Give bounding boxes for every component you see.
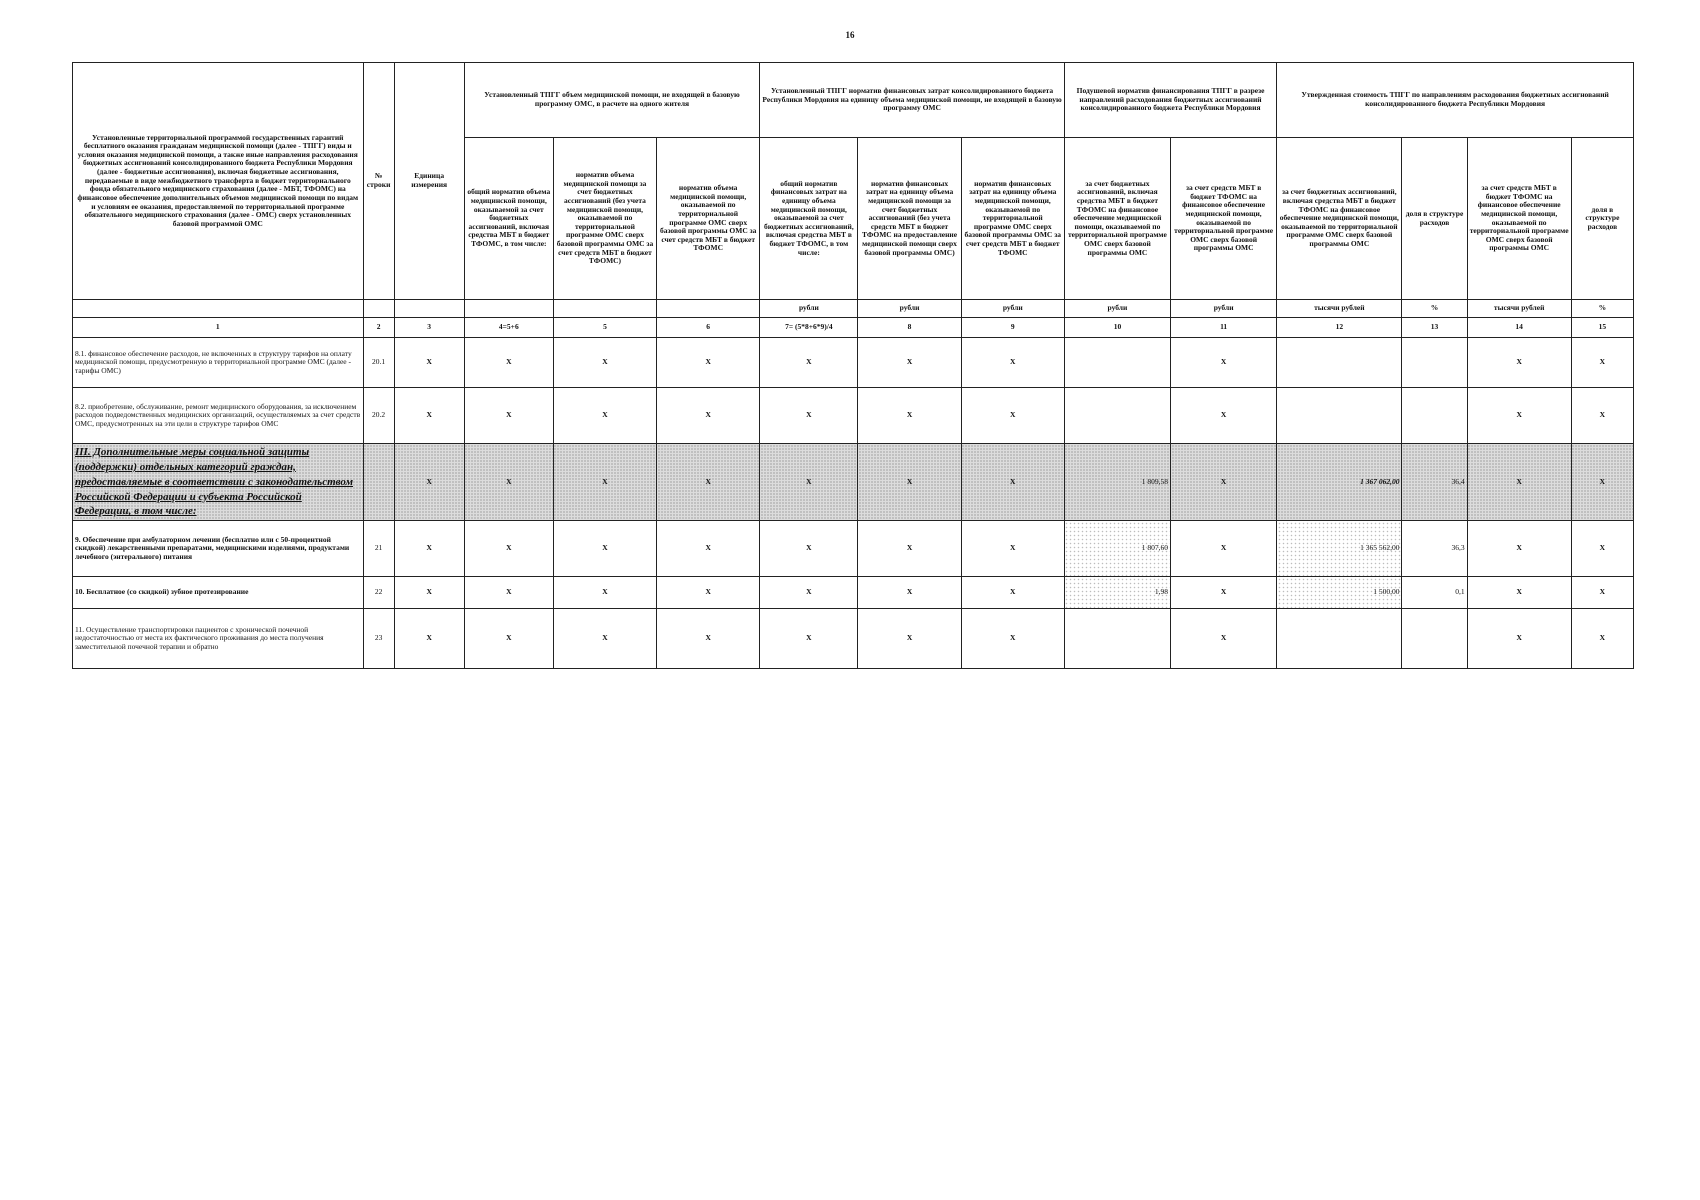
table-row: [73, 338, 1634, 388]
cell-c13: [1402, 609, 1467, 669]
unit-c15: %: [1571, 300, 1633, 318]
cell-c12: 1 367 062,00: [1277, 444, 1402, 521]
header-c7: общий норматив финансовых затрат на единицу объема медицинской помощи, оказываемой за счет бюджетных ассигнований, включая средства МБТ в бюджет ТФОМС, в том числе:: [760, 138, 858, 300]
colnum-10: 10: [1064, 318, 1170, 338]
row-number: 23: [363, 609, 394, 669]
cell-c8: X: [858, 388, 961, 444]
cell-c10: [1064, 609, 1170, 669]
cell-c12: [1277, 388, 1402, 444]
cell-c12: [1277, 338, 1402, 388]
cell-c14: X: [1467, 609, 1571, 669]
row-label-section: III. Дополнительные меры социальной защиты (поддержки) отдельных категорий граждан, предоставляемые в соответствии с законодательством Российской Федерации и субъекта Российской Федерации, в том числе:: [73, 444, 364, 521]
colnum-3: 3: [394, 318, 464, 338]
header-c10: за счет бюджетных ассигнований, включая средства МБТ в бюджет ТФОМС на финансовое обеспечение медицинской помощи, оказываемой по территориальной программе ОМС сверх базовой программы ОМС: [1064, 138, 1170, 300]
cell-c11: X: [1171, 521, 1277, 577]
cell-c13: [1402, 338, 1467, 388]
unit-c1: [73, 300, 364, 318]
header-c4: общий норматив объема медицинской помощи, оказываемой за счет бюджетных ассигнований, включая средства МБТ в бюджет ТФОМС, в том числе:: [464, 138, 553, 300]
row-number: [363, 444, 394, 521]
colnum-9: 9: [961, 318, 1064, 338]
cell-c3: X: [394, 521, 464, 577]
cell-c9: X: [961, 444, 1064, 521]
colnum-6: 6: [657, 318, 760, 338]
row-number: 20.1: [363, 338, 394, 388]
cell-c8: X: [858, 577, 961, 609]
cell-c14: X: [1467, 521, 1571, 577]
unit-c10: рубли: [1064, 300, 1170, 318]
unit-c6: [657, 300, 760, 318]
header-col1: Установленные территориальной программой государственных гарантий бесплатного оказания гражданам медицинской помощи (далее - ТПГГ) виды и условия оказания медицинской помощи, а также иные направления расходования бюджетных ассигнований консолидированного бюджета Республики Мордовия (далее - бюджетные ассигнования), включая бюджетные ассигнования, передаваемые в виде межбюджетного трансферта в бюджет территориального фонда обязательного медицинского страхования (далее - МБТ, ТФОМС) на финансовое обеспечение дополнительных объемов медицинской помощи по видам и условиям ее оказания, предоставляемой по территориальной программе обязательного медицинского страхования (далее - ОМС) сверх установленных базовой программой ОМС: [73, 63, 364, 300]
units-row: [73, 300, 1634, 318]
header-c15: доля в структуре расходов: [1571, 138, 1633, 300]
header-c11: за счет средств МБТ в бюджет ТФОМС на финансовое обеспечение медицинской помощи, оказываемой по территориальной программе ОМС сверх базовой программы ОМС: [1171, 138, 1277, 300]
row-number: 20.2: [363, 388, 394, 444]
header-c5: норматив объема медицинской помощи за счет бюджетных ассигнований (без учета медицинской помощи, оказываемой по территориальной программе ОМС сверх базовой программы ОМС за счет средств МБТ в бюджет ТФОМС): [553, 138, 656, 300]
header-c6: норматив объема медицинской помощи, оказываемой по территориальной программе ОМС сверх базовой программы ОМС за счет средств МБТ в бюджет ТФОМС: [657, 138, 760, 300]
cell-c9: X: [961, 577, 1064, 609]
unit-c4: [464, 300, 553, 318]
cell-c6: X: [657, 521, 760, 577]
colnum-12: 12: [1277, 318, 1402, 338]
cell-c9: X: [961, 609, 1064, 669]
cell-c15: X: [1571, 338, 1633, 388]
cell-c14: X: [1467, 444, 1571, 521]
cell-c13: 0,1: [1402, 577, 1467, 609]
cell-c6: X: [657, 338, 760, 388]
cell-c13: [1402, 388, 1467, 444]
cell-c15: X: [1571, 444, 1633, 521]
cell-c6: X: [657, 388, 760, 444]
cell-c7: X: [760, 577, 858, 609]
unit-c13: %: [1402, 300, 1467, 318]
cell-c5: X: [553, 338, 656, 388]
cell-c8: X: [858, 609, 961, 669]
unit-c3: [394, 300, 464, 318]
cell-c4: X: [464, 577, 553, 609]
cell-c3: X: [394, 577, 464, 609]
header-row-groups: [73, 63, 1634, 138]
cell-c9: X: [961, 388, 1064, 444]
cell-c13: 36,4: [1402, 444, 1467, 521]
unit-c9: рубли: [961, 300, 1064, 318]
header-c12: за счет бюджетных ассигнований, включая средства МБТ в бюджет ТФОМС на финансовое обеспечение медицинской помощи, оказываемой по территориальной программе ОМС сверх базовой программы ОМС: [1277, 138, 1402, 300]
tpgg-table: [72, 62, 1634, 669]
cell-c8: X: [858, 444, 961, 521]
header-group-volume: Установленный ТПГГ объем медицинской помощи, не входящей в базовую программу ОМС, в расчете на одного жителя: [464, 63, 760, 138]
cell-c10: 1 807,60: [1064, 521, 1170, 577]
row-number: 22: [363, 577, 394, 609]
colnum-11: 11: [1171, 318, 1277, 338]
row-number: 21: [363, 521, 394, 577]
row-label: 8.1. финансовое обеспечение расходов, не включенных в структуру тарифов на оплату медицинской помощи, предусмотренную в территориальной программе ОМС (далее - тарифы ОМС): [73, 338, 364, 388]
colnum-5: 5: [553, 318, 656, 338]
cell-c10: [1064, 338, 1170, 388]
colnum-7: 7= (5*8+6*9)/4: [760, 318, 858, 338]
column-numbers-row: [73, 318, 1634, 338]
header-group-approved-cost: Утвержденная стоимость ТПГГ по направлениям расходования бюджетных ассигнований консолидированного бюджета Республики Мордовия: [1277, 63, 1634, 138]
cell-c11: X: [1171, 388, 1277, 444]
unit-c12: тысячи рублей: [1277, 300, 1402, 318]
cell-c11: X: [1171, 609, 1277, 669]
cell-c11: X: [1171, 338, 1277, 388]
cell-c15: X: [1571, 521, 1633, 577]
colnum-13: 13: [1402, 318, 1467, 338]
cell-c10: 1,98: [1064, 577, 1170, 609]
cell-c5: X: [553, 609, 656, 669]
header-col3: Единица измерения: [394, 63, 464, 300]
cell-c12: 1 500,00: [1277, 577, 1402, 609]
cell-c3: X: [394, 609, 464, 669]
cell-c6: X: [657, 577, 760, 609]
cell-c7: X: [760, 338, 858, 388]
unit-c14: тысячи рублей: [1467, 300, 1571, 318]
cell-c14: X: [1467, 388, 1571, 444]
page-number: 16: [845, 30, 855, 40]
cell-c13: 36,3: [1402, 521, 1467, 577]
cell-c3: X: [394, 444, 464, 521]
row-label: 8.2. приобретение, обслуживание, ремонт медицинского оборудования, за исключением расходов подведомственных медицинских организаций, осуществляемых за счет средств ОМС, предусмотренных на эти цели в структуре тарифов ОМС: [73, 388, 364, 444]
cell-c8: X: [858, 338, 961, 388]
colnum-2: 2: [363, 318, 394, 338]
cell-c7: X: [760, 521, 858, 577]
cell-c4: X: [464, 388, 553, 444]
cell-c9: X: [961, 521, 1064, 577]
cell-c11: X: [1171, 577, 1277, 609]
row-label: 9. Обеспечение при амбулаторном лечении (бесплатно или с 50-процентной скидкой) лекарственными препаратами, медицинскими изделиями, продуктами лечебного (энтерального) питания: [73, 521, 364, 577]
colnum-14: 14: [1467, 318, 1571, 338]
colnum-15: 15: [1571, 318, 1633, 338]
cell-c14: X: [1467, 338, 1571, 388]
cell-c3: X: [394, 388, 464, 444]
cell-c4: X: [464, 444, 553, 521]
table-row-section: [73, 444, 1634, 521]
header-c9: норматив финансовых затрат на единицу объема медицинской помощи, оказываемой по территориальной программе ОМС сверх базовой программы ОМС за счет средств МБТ в бюджет ТФОМС: [961, 138, 1064, 300]
cell-c10: [1064, 388, 1170, 444]
cell-c12: [1277, 609, 1402, 669]
unit-c5: [553, 300, 656, 318]
cell-c15: X: [1571, 609, 1633, 669]
cell-c5: X: [553, 444, 656, 521]
table-row: [73, 609, 1634, 669]
table-row: [73, 521, 1634, 577]
header-c8: норматив финансовых затрат на единицу объема медицинской помощи за счет бюджетных ассигнований (без учета средств МБТ в бюджет ТФОМС на предоставление медицинской помощи сверх базовой программы ОМС): [858, 138, 961, 300]
header-c13: доля в структуре расходов: [1402, 138, 1467, 300]
table-row: [73, 577, 1634, 609]
cell-c8: X: [858, 521, 961, 577]
header-group-cost-norm: Установленный ТПГГ норматив финансовых затрат консолидированного бюджета Республики Мордовия на единицу объема медицинской помощи, не входящей в базовую программу ОМС: [760, 63, 1065, 138]
cell-c15: X: [1571, 577, 1633, 609]
cell-c6: X: [657, 444, 760, 521]
unit-c8: рубли: [858, 300, 961, 318]
cell-c12: 1 365 562,00: [1277, 521, 1402, 577]
header-group-per-capita: Подушевой норматив финансирования ТПГГ в разрезе направлений расходования бюджетных ассигнований консолидированного бюджета Республики Мордовия: [1064, 63, 1276, 138]
cell-c11: X: [1171, 444, 1277, 521]
row-label: 11. Осуществление транспортировки пациентов с хронической почечной недостаточностью от места их фактического проживания до места получения заместительной почечной терапии и обратно: [73, 609, 364, 669]
cell-c4: X: [464, 609, 553, 669]
header-c14: за счет средств МБТ в бюджет ТФОМС на финансовое обеспечение медицинской помощи, оказываемой по территориальной программе ОМС сверх базовой программы ОМС: [1467, 138, 1571, 300]
cell-c14: X: [1467, 577, 1571, 609]
cell-c6: X: [657, 609, 760, 669]
cell-c4: X: [464, 521, 553, 577]
unit-c7: рубли: [760, 300, 858, 318]
unit-c11: рубли: [1171, 300, 1277, 318]
cell-c4: X: [464, 338, 553, 388]
cell-c3: X: [394, 338, 464, 388]
cell-c7: X: [760, 444, 858, 521]
cell-c5: X: [553, 388, 656, 444]
colnum-8: 8: [858, 318, 961, 338]
cell-c5: X: [553, 521, 656, 577]
table-row: [73, 388, 1634, 444]
cell-c5: X: [553, 577, 656, 609]
cell-c7: X: [760, 388, 858, 444]
colnum-1: 1: [73, 318, 364, 338]
colnum-4: 4=5+6: [464, 318, 553, 338]
cell-c7: X: [760, 609, 858, 669]
cell-c9: X: [961, 338, 1064, 388]
unit-c2: [363, 300, 394, 318]
cell-c10: 1 809,58: [1064, 444, 1170, 521]
header-col2: № строки: [363, 63, 394, 300]
cell-c15: X: [1571, 388, 1633, 444]
row-label: 10. Бесплатное (со скидкой) зубное протезирование: [73, 577, 364, 609]
